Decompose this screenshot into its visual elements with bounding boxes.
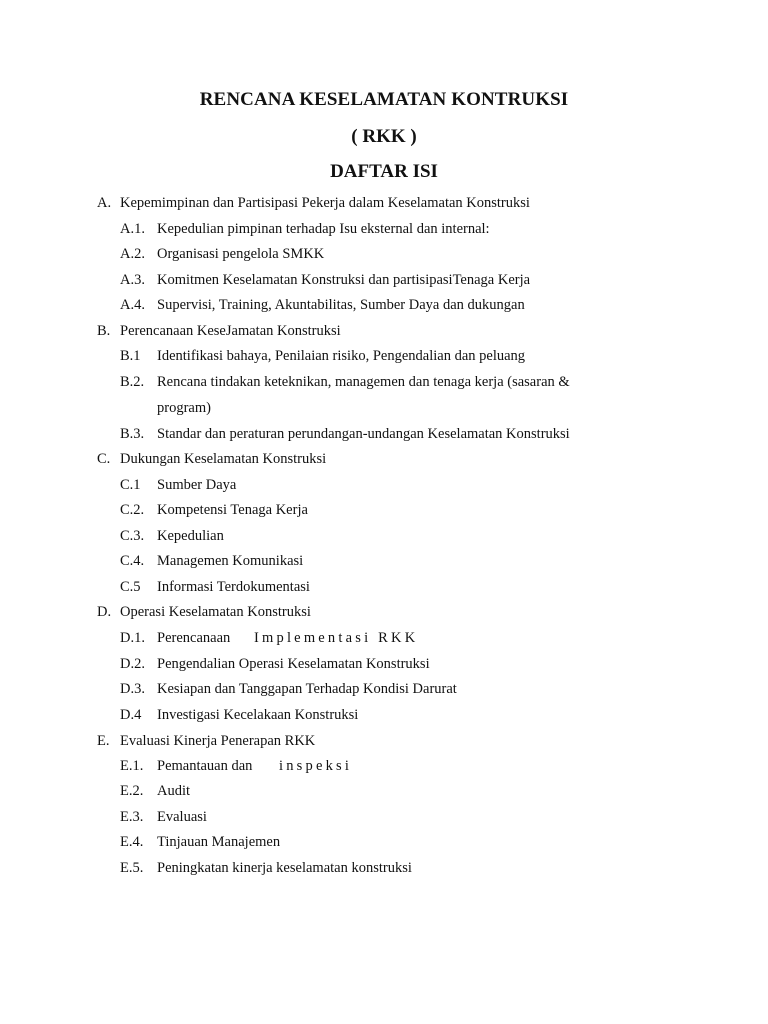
toc-item-number: E.1. <box>120 758 144 774</box>
toc-item-number: E.2. <box>120 783 144 799</box>
toc-item-text: Standar dan peraturan perundangan-undangan Keselamatan Konstruksi <box>157 426 570 442</box>
toc-item-number: E.3. <box>120 809 144 825</box>
toc-item-text: Komitmen Keselamatan Konstruksi dan partisipasiTenaga Kerja <box>157 272 531 288</box>
toc-item-text: Managemen Komunikasi <box>157 553 304 569</box>
toc-item-text: Identifikasi bahaya, Penilaian risiko, Pengendalian dan peluang <box>157 348 526 364</box>
toc-item-number: D.2. <box>120 656 145 672</box>
toc-item-text: Supervisi, Training, Akuntabilitas, Sumber Daya dan dukungan <box>157 297 525 313</box>
toc-item-number: C.2. <box>120 502 145 518</box>
toc-item-text: Rencana tindakan keteknikan, managemen dan tenaga kerja (sasaran & <box>157 374 570 390</box>
toc-heading: DAFTAR ISI <box>330 161 438 182</box>
toc-item-text: Organisasi pengelola SMKK <box>157 246 325 262</box>
toc-item-text: Tinjauan Manajemen <box>157 834 281 850</box>
toc-item-number: A.4. <box>120 297 145 313</box>
toc-item-text-spaced: inspeksi <box>279 758 353 774</box>
toc-item-text: Evaluasi <box>157 809 207 825</box>
toc-section-title: Operasi Keselamatan Konstruksi <box>120 604 311 620</box>
toc-item-text: Pengendalian Operasi Keselamatan Konstruksi <box>157 656 430 672</box>
toc-item-number: C.3. <box>120 528 145 544</box>
toc-item-number: C.1 <box>120 477 141 493</box>
toc-item-text-spaced: Implementasi RKK <box>254 630 419 646</box>
toc-item-number: D.3. <box>120 681 145 697</box>
toc-item-text: Informasi Terdokumentasi <box>157 579 310 595</box>
toc-section-title: Evaluasi Kinerja Penerapan RKK <box>120 733 316 749</box>
toc-section-number: C. <box>97 451 111 467</box>
toc-item-number: A.2. <box>120 246 145 262</box>
toc-section-title: Kepemimpinan dan Partisipasi Pekerja dalam Keselamatan Konstruksi <box>120 195 530 211</box>
toc-item-number: B.3. <box>120 426 145 442</box>
toc-section-number: D. <box>97 604 112 620</box>
toc-item-text: Kesiapan dan Tanggapan Terhadap Kondisi Darurat <box>157 681 457 697</box>
toc-item-number: B.2. <box>120 374 145 390</box>
toc-item-text: Perencanaan <box>157 630 231 646</box>
toc-item-text: Audit <box>157 783 191 799</box>
toc-item-number: E.5. <box>120 860 144 876</box>
toc-item-text-continued: program) <box>157 400 211 416</box>
toc-item-number: A.3. <box>120 272 145 288</box>
toc-item-number: C.5 <box>120 579 141 595</box>
toc-item-text: Kepedulian pimpinan terhadap Isu eksternal dan internal: <box>157 221 490 237</box>
toc-item-number: D.4 <box>120 707 142 723</box>
document-title: RENCANA KESELAMATAN KONTRUKSI <box>199 89 569 110</box>
toc-item-text: Peningkatan kinerja keselamatan konstruksi <box>157 860 412 876</box>
toc-section-number: E. <box>97 733 110 749</box>
toc-item-text: Investigasi Kecelakaan Konstruksi <box>157 707 359 723</box>
toc-item-number: B.1 <box>120 348 141 364</box>
toc-item-number: C.4. <box>120 553 145 569</box>
toc-item-number: E.4. <box>120 834 144 850</box>
toc-section-number: A. <box>97 195 112 211</box>
toc-item-text: Pemantauan dan <box>157 758 253 774</box>
toc-item-text: Kompetensi Tenaga Kerja <box>157 502 308 518</box>
toc-item-number: A.1. <box>120 221 145 237</box>
toc-section-title: Dukungan Keselamatan Konstruksi <box>120 451 327 467</box>
toc-section-title: Perencanaan KeseJamatan Konstruksi <box>120 323 341 339</box>
document-subtitle: ( RKK ) <box>351 126 417 147</box>
toc-section-number: B. <box>97 323 111 339</box>
toc-item-number: D.1. <box>120 630 145 646</box>
toc-item-text: Sumber Daya <box>157 477 237 493</box>
toc-item-text: Kepedulian <box>157 528 224 544</box>
